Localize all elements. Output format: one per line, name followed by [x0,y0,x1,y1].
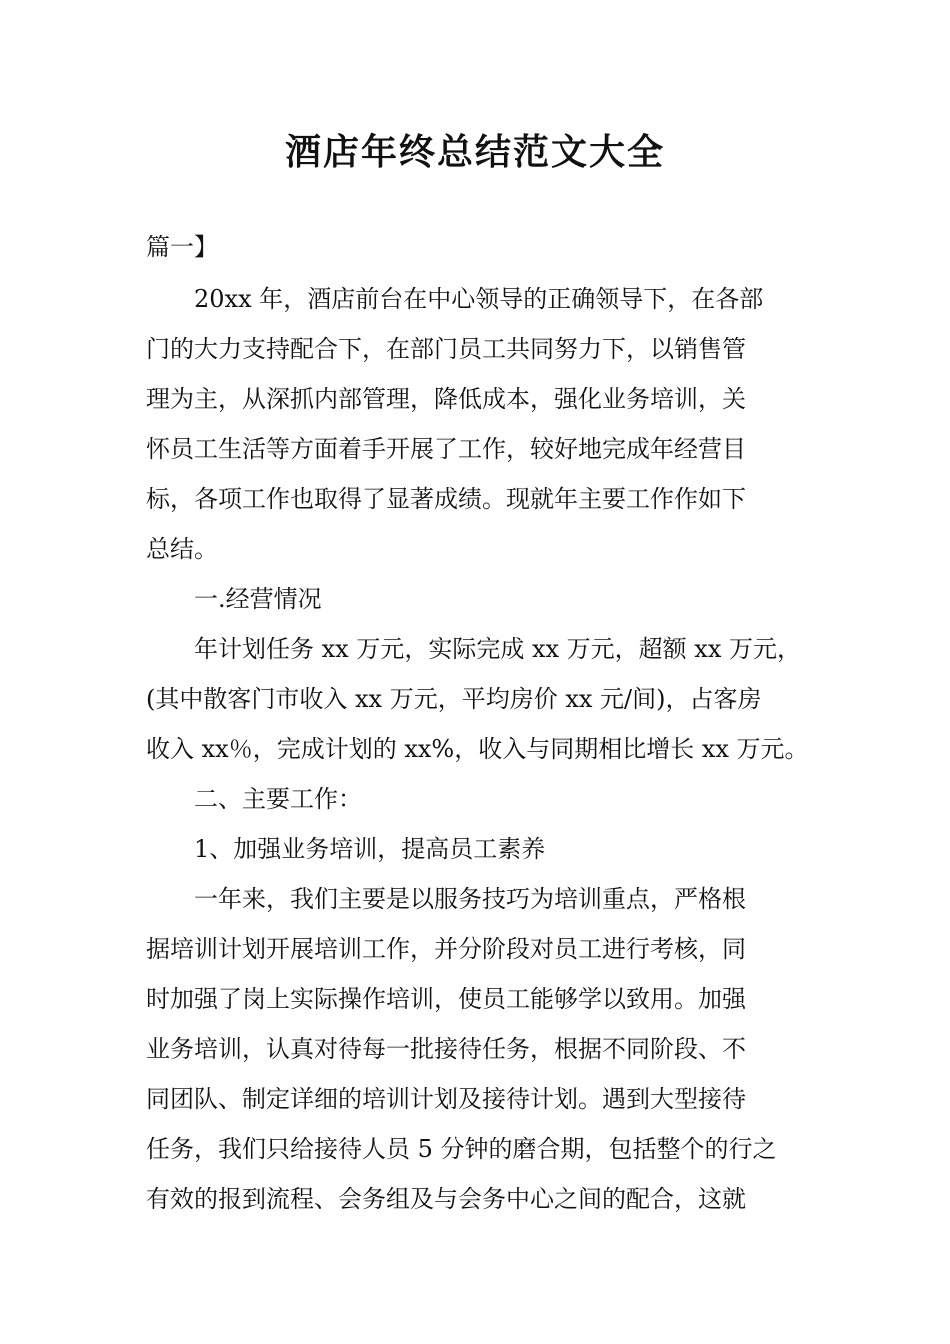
paragraph-line: 有效的报到流程、会务组及与会务中心之间的配合，这就 [146,1185,746,1213]
paragraph-line: 理为主，从深抓内部管理，降低成本，强化业务培训，关 [146,385,746,413]
subsection-heading-training: 1、加强业务培训，提高员工素养 [194,835,546,863]
section-heading-part-one: 篇一】 [146,233,218,261]
paragraph-line: 门的大力支持配合下，在部门员工共同努力下，以销售管 [146,335,746,363]
section-heading-main-work: 二、主要工作： [194,785,362,813]
paragraph-line: 年计划任务 xx 万元，实际完成 xx 万元，超额 xx 万元， [194,635,801,663]
paragraph-line: 总结。 [146,535,218,563]
paragraph-line: 业务培训，认真对待每一批接待任务，根据不同阶段、不 [146,1035,746,1063]
paragraph-line: 怀员工生活等方面着手开展了工作，较好地完成年经营目 [146,435,746,463]
document-title: 酒店年终总结范文大全 [284,131,665,173]
paragraph-line: 一年来，我们主要是以服务技巧为培训重点，严格根 [194,885,746,913]
paragraph-line: 同团队、制定详细的培训计划及接待计划。遇到大型接待 [146,1085,746,1113]
section-heading-operations: 一.经营情况 [194,585,322,613]
paragraph-line: 收入 xx％，完成计划的 xx%，收入与同期相比增长 xx 万元。 [146,735,809,763]
paragraph-line: 时加强了岗上实际操作培训，使员工能够学以致用。加强 [146,985,746,1013]
paragraph-line: 据培训计划开展培训工作，并分阶段对员工进行考核，同 [146,935,746,963]
paragraph-line: (其中散客门市收入 xx 万元，平均房价 xx 元/间)，占客房 [146,685,762,713]
paragraph-line: 标，各项工作也取得了显著成绩。现就年主要工作作如下 [146,485,746,513]
paragraph-line: 20xx 年，酒店前台在中心领导的正确领导下，在各部 [194,285,764,313]
paragraph-line: 任务，我们只给接待人员 5 分钟的磨合期，包括整个的行之 [146,1135,777,1163]
